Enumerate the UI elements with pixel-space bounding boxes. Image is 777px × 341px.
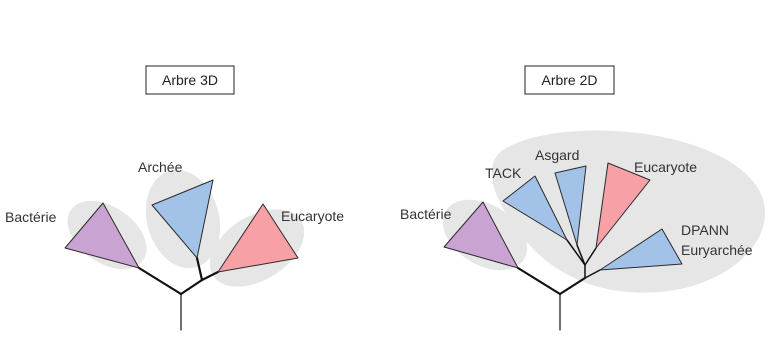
tree-2d-label-euryarchaea: Euryarchée [681,242,753,258]
tree-2d-branch-node [560,278,585,294]
tree-3d-branch-node [181,280,202,294]
tree-3d-label-bacteria: Bactérie [5,209,57,225]
tree-2d-label-tack: TACK [485,165,522,181]
tree-3d [5,66,344,330]
tree-3d-label-archaea: Archée [138,159,183,175]
tree-3d-label-eukaryote: Eucaryote [281,208,345,224]
tree-2d-label-dpann: DPANN [681,222,729,238]
tree-2d-label-asgard: Asgard [535,147,580,163]
tree-2d-label-bacteria: Bactérie [400,206,452,222]
tree-3d-branch-bacteria [139,268,181,294]
tree-2d-label-eukaryote: Eucaryote [634,159,698,175]
tree-2d-branch-bacteria [518,268,560,294]
tree-3d-title: Arbre 3D [161,72,219,88]
tree-2d [400,66,765,330]
tree-2d-title: Arbre 2D [541,72,598,88]
